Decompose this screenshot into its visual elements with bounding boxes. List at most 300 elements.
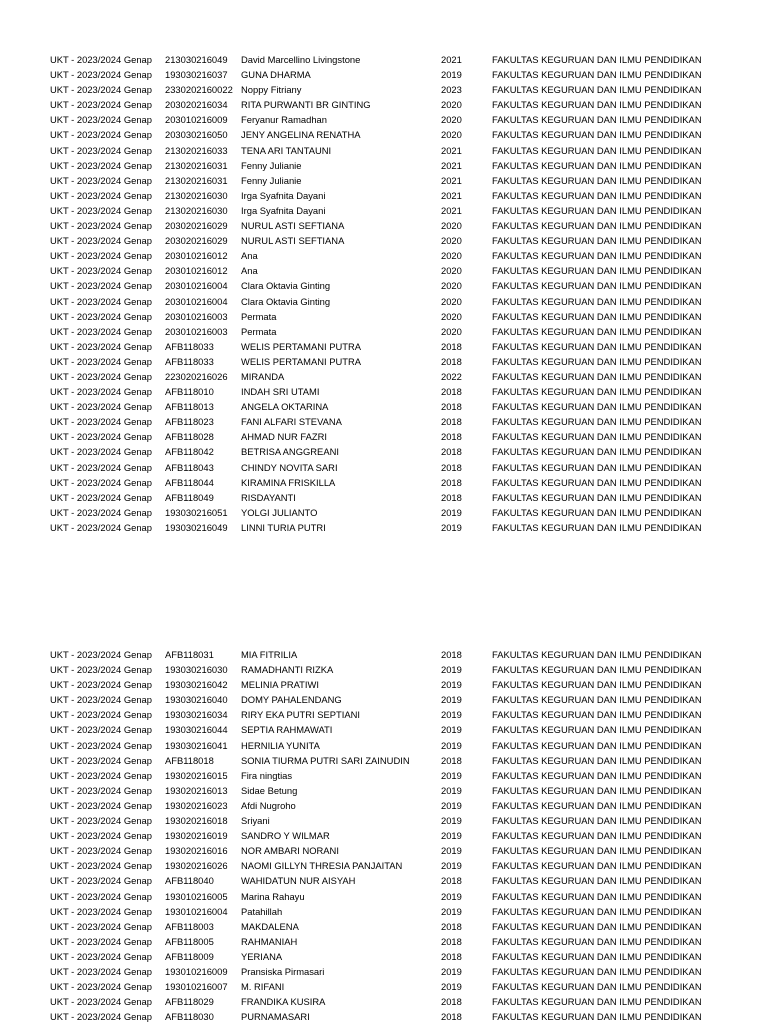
cell-year: 2020 (441, 325, 462, 337)
table-row (50, 233, 750, 248)
cell-student-id: 223020216026 (165, 370, 228, 382)
cell-year: 2022 (441, 370, 462, 382)
table-row (50, 82, 750, 97)
cell-faculty: FAKULTAS KEGURUAN DAN ILMU PENDIDIKAN (492, 845, 702, 857)
cell-year: 2020 (441, 295, 462, 307)
table-row (50, 263, 750, 278)
cell-year: 2018 (441, 386, 462, 398)
cell-period: UKT - 2023/2024 Genap (50, 860, 152, 872)
cell-student-id: 203010216004 (165, 295, 228, 307)
cell-period: UKT - 2023/2024 Genap (50, 491, 152, 503)
cell-period: UKT - 2023/2024 Genap (50, 189, 152, 201)
cell-year: 2019 (441, 799, 462, 811)
cell-faculty: FAKULTAS KEGURUAN DAN ILMU PENDIDIKAN (492, 709, 702, 721)
record-table-2 (50, 647, 750, 1024)
cell-student-name: Permata (241, 310, 277, 322)
table-row (50, 52, 750, 67)
cell-student-id: 193010216009 (165, 965, 228, 977)
table-row (50, 369, 750, 384)
table-row (50, 429, 750, 444)
cell-year: 2018 (441, 649, 462, 660)
cell-student-name: Irga Syafnita Dayani (241, 204, 326, 216)
cell-period: UKT - 2023/2024 Genap (50, 144, 152, 156)
cell-faculty: FAKULTAS KEGURUAN DAN ILMU PENDIDIKAN (492, 664, 702, 676)
table-row (50, 707, 750, 722)
table-row (50, 873, 750, 888)
cell-year: 2019 (441, 769, 462, 781)
table-row (50, 112, 750, 127)
table-row (50, 173, 750, 188)
cell-faculty: FAKULTAS KEGURUAN DAN ILMU PENDIDIKAN (492, 521, 702, 533)
cell-year: 2021 (441, 174, 462, 186)
cell-student-name: MAKDALENA (241, 920, 299, 932)
table-row (50, 798, 750, 813)
cell-student-id: AFB118033 (165, 340, 214, 352)
cell-faculty: FAKULTAS KEGURUAN DAN ILMU PENDIDIKAN (492, 54, 702, 65)
cell-period: UKT - 2023/2024 Genap (50, 370, 152, 382)
cell-faculty: FAKULTAS KEGURUAN DAN ILMU PENDIDIKAN (492, 815, 702, 827)
cell-period: UKT - 2023/2024 Genap (50, 220, 152, 232)
cell-year: 2021 (441, 144, 462, 156)
cell-student-id: 213020216031 (165, 174, 228, 186)
cell-period: UKT - 2023/2024 Genap (50, 114, 152, 126)
cell-faculty: FAKULTAS KEGURUAN DAN ILMU PENDIDIKAN (492, 724, 702, 736)
cell-period: UKT - 2023/2024 Genap (50, 174, 152, 186)
cell-faculty: FAKULTAS KEGURUAN DAN ILMU PENDIDIKAN (492, 174, 702, 186)
cell-period: UKT - 2023/2024 Genap (50, 84, 152, 96)
cell-faculty: FAKULTAS KEGURUAN DAN ILMU PENDIDIKAN (492, 679, 702, 691)
cell-period: UKT - 2023/2024 Genap (50, 996, 152, 1008)
table-row (50, 203, 750, 218)
cell-student-name: RAHMANIAH (241, 935, 298, 947)
cell-period: UKT - 2023/2024 Genap (50, 295, 152, 307)
cell-period: UKT - 2023/2024 Genap (50, 664, 152, 676)
cell-faculty: FAKULTAS KEGURUAN DAN ILMU PENDIDIKAN (492, 235, 702, 247)
cell-student-id: 193030216040 (165, 694, 228, 706)
cell-year: 2019 (441, 739, 462, 751)
cell-student-id: AFB118023 (165, 416, 214, 428)
table-row (50, 339, 750, 354)
cell-student-id: 203010216004 (165, 280, 228, 292)
table-row (50, 843, 750, 858)
cell-student-id: 193020216023 (165, 799, 228, 811)
cell-faculty: FAKULTAS KEGURUAN DAN ILMU PENDIDIKAN (492, 694, 702, 706)
table-row (50, 414, 750, 429)
cell-student-name: Marina Rahayu (241, 890, 305, 902)
table-row (50, 858, 750, 873)
cell-student-id: AFB118049 (165, 491, 214, 503)
cell-faculty: FAKULTAS KEGURUAN DAN ILMU PENDIDIKAN (492, 416, 702, 428)
cell-period: UKT - 2023/2024 Genap (50, 54, 152, 65)
table-row (50, 67, 750, 82)
cell-period: UKT - 2023/2024 Genap (50, 325, 152, 337)
cell-student-id: 213020216030 (165, 189, 228, 201)
cell-faculty: FAKULTAS KEGURUAN DAN ILMU PENDIDIKAN (492, 189, 702, 201)
cell-student-name: MIA FITRILIA (241, 649, 298, 660)
table-row (50, 904, 750, 919)
cell-period: UKT - 2023/2024 Genap (50, 280, 152, 292)
cell-year: 2021 (441, 159, 462, 171)
table-row (50, 309, 750, 324)
cell-faculty: FAKULTAS KEGURUAN DAN ILMU PENDIDIKAN (492, 799, 702, 811)
cell-student-name: RITA PURWANTI BR GINTING (241, 99, 371, 111)
table-row (50, 889, 750, 904)
cell-student-name: TENA ARI TANTAUNI (241, 144, 332, 156)
cell-year: 2018 (441, 416, 462, 428)
cell-period: UKT - 2023/2024 Genap (50, 250, 152, 262)
table-row (50, 505, 750, 520)
cell-faculty: FAKULTAS KEGURUAN DAN ILMU PENDIDIKAN (492, 905, 702, 917)
cell-period: UKT - 2023/2024 Genap (50, 890, 152, 902)
cell-student-name: FANI ALFARI STEVANA (241, 416, 342, 428)
cell-student-id: AFB118040 (165, 875, 214, 887)
cell-student-name: SONIA TIURMA PUTRI SARI ZAINUDIN (241, 754, 410, 766)
cell-period: UKT - 2023/2024 Genap (50, 769, 152, 781)
table-row (50, 294, 750, 309)
cell-faculty: FAKULTAS KEGURUAN DAN ILMU PENDIDIKAN (492, 890, 702, 902)
cell-period: UKT - 2023/2024 Genap (50, 905, 152, 917)
cell-student-id: 193030216030 (165, 664, 228, 676)
cell-student-name: NOR AMBARI NORANI (241, 845, 339, 857)
cell-student-name: RIRY EKA PUTRI SEPTIANI (241, 709, 360, 721)
cell-student-id: 193030216034 (165, 709, 228, 721)
cell-student-id: 193030216041 (165, 739, 228, 751)
cell-year: 2019 (441, 506, 462, 518)
cell-student-id: 193010216005 (165, 890, 228, 902)
cell-student-name: Permata (241, 325, 277, 337)
cell-year: 2020 (441, 220, 462, 232)
cell-student-name: Noppy Fitriany (241, 84, 302, 96)
cell-student-name: WAHIDATUN NUR AISYAH (241, 875, 356, 887)
cell-faculty: FAKULTAS KEGURUAN DAN ILMU PENDIDIKAN (492, 491, 702, 503)
table-row (50, 520, 750, 535)
cell-period: UKT - 2023/2024 Genap (50, 340, 152, 352)
cell-faculty: FAKULTAS KEGURUAN DAN ILMU PENDIDIKAN (492, 476, 702, 488)
table-row (50, 738, 750, 753)
cell-student-id: 213020216030 (165, 204, 228, 216)
table-row (50, 692, 750, 707)
cell-student-id: AFB118043 (165, 461, 214, 473)
cell-faculty: FAKULTAS KEGURUAN DAN ILMU PENDIDIKAN (492, 875, 702, 887)
cell-year: 2019 (441, 694, 462, 706)
cell-student-id: 203010216003 (165, 325, 228, 337)
cell-faculty: FAKULTAS KEGURUAN DAN ILMU PENDIDIKAN (492, 446, 702, 458)
cell-student-name: NURUL ASTI SEFTIANA (241, 220, 345, 232)
cell-student-id: 193010216007 (165, 981, 228, 993)
cell-student-id: 193030216037 (165, 69, 228, 81)
cell-year: 2018 (441, 935, 462, 947)
cell-period: UKT - 2023/2024 Genap (50, 235, 152, 247)
cell-student-id: 203030216050 (165, 129, 228, 141)
cell-faculty: FAKULTAS KEGURUAN DAN ILMU PENDIDIKAN (492, 769, 702, 781)
cell-student-id: 203010216009 (165, 114, 228, 126)
cell-student-id: 193030216049 (165, 521, 228, 533)
table-row (50, 384, 750, 399)
cell-faculty: FAKULTAS KEGURUAN DAN ILMU PENDIDIKAN (492, 370, 702, 382)
cell-student-id: 2330202160022 (165, 84, 233, 96)
table-row (50, 783, 750, 798)
cell-year: 2019 (441, 815, 462, 827)
cell-faculty: FAKULTAS KEGURUAN DAN ILMU PENDIDIKAN (492, 295, 702, 307)
table-row (50, 188, 750, 203)
table-row (50, 127, 750, 142)
cell-period: UKT - 2023/2024 Genap (50, 739, 152, 751)
table-row (50, 994, 750, 1009)
cell-student-id: 193020216013 (165, 784, 228, 796)
cell-faculty: FAKULTAS KEGURUAN DAN ILMU PENDIDIKAN (492, 386, 702, 398)
table-row (50, 753, 750, 768)
table-row (50, 324, 750, 339)
cell-student-id: AFB118042 (165, 446, 214, 458)
cell-period: UKT - 2023/2024 Genap (50, 355, 152, 367)
table-row (50, 1009, 750, 1024)
cell-year: 2023 (441, 84, 462, 96)
cell-period: UKT - 2023/2024 Genap (50, 265, 152, 277)
cell-student-name: Irga Syafnita Dayani (241, 189, 326, 201)
cell-student-name: FRANDIKA KUSIRA (241, 996, 326, 1008)
cell-student-name: GUNA DHARMA (241, 69, 311, 81)
cell-student-id: AFB118005 (165, 935, 214, 947)
cell-year: 2019 (441, 521, 462, 533)
cell-faculty: FAKULTAS KEGURUAN DAN ILMU PENDIDIKAN (492, 265, 702, 277)
table-row (50, 278, 750, 293)
cell-faculty: FAKULTAS KEGURUAN DAN ILMU PENDIDIKAN (492, 1011, 702, 1023)
cell-faculty: FAKULTAS KEGURUAN DAN ILMU PENDIDIKAN (492, 920, 702, 932)
cell-student-id: AFB118018 (165, 754, 214, 766)
table-row (50, 919, 750, 934)
cell-year: 2021 (441, 189, 462, 201)
cell-student-name: SANDRO Y WILMAR (241, 830, 330, 842)
cell-student-name: KIRAMINA FRISKILLA (241, 476, 336, 488)
cell-faculty: FAKULTAS KEGURUAN DAN ILMU PENDIDIKAN (492, 506, 702, 518)
cell-year: 2019 (441, 965, 462, 977)
cell-student-id: 203010216012 (165, 265, 228, 277)
cell-year: 2018 (441, 446, 462, 458)
cell-student-id: AFB118033 (165, 355, 214, 367)
cell-year: 2018 (441, 996, 462, 1008)
cell-year: 2018 (441, 461, 462, 473)
cell-faculty: FAKULTAS KEGURUAN DAN ILMU PENDIDIKAN (492, 401, 702, 413)
cell-student-name: Patahillah (241, 905, 283, 917)
cell-period: UKT - 2023/2024 Genap (50, 709, 152, 721)
cell-period: UKT - 2023/2024 Genap (50, 310, 152, 322)
cell-faculty: FAKULTAS KEGURUAN DAN ILMU PENDIDIKAN (492, 461, 702, 473)
cell-year: 2020 (441, 265, 462, 277)
cell-year: 2018 (441, 950, 462, 962)
cell-faculty: FAKULTAS KEGURUAN DAN ILMU PENDIDIKAN (492, 144, 702, 156)
table-row (50, 813, 750, 828)
cell-year: 2020 (441, 99, 462, 111)
cell-student-id: 193020216016 (165, 845, 228, 857)
cell-student-name: Pransiska Pirmasari (241, 965, 325, 977)
cell-period: UKT - 2023/2024 Genap (50, 679, 152, 691)
cell-year: 2020 (441, 114, 462, 126)
cell-period: UKT - 2023/2024 Genap (50, 649, 152, 660)
table-row (50, 399, 750, 414)
cell-period: UKT - 2023/2024 Genap (50, 784, 152, 796)
cell-year: 2019 (441, 890, 462, 902)
cell-student-id: AFB118028 (165, 431, 214, 443)
cell-year: 2018 (441, 476, 462, 488)
cell-student-name: Fenny Julianie (241, 159, 302, 171)
cell-period: UKT - 2023/2024 Genap (50, 830, 152, 842)
cell-student-id: AFB118044 (165, 476, 214, 488)
table-row (50, 722, 750, 737)
cell-faculty: FAKULTAS KEGURUAN DAN ILMU PENDIDIKAN (492, 280, 702, 292)
cell-year: 2021 (441, 204, 462, 216)
cell-faculty: FAKULTAS KEGURUAN DAN ILMU PENDIDIKAN (492, 649, 702, 660)
cell-period: UKT - 2023/2024 Genap (50, 935, 152, 947)
record-table-1 (50, 52, 750, 535)
cell-period: UKT - 2023/2024 Genap (50, 386, 152, 398)
cell-year: 2018 (441, 340, 462, 352)
cell-faculty: FAKULTAS KEGURUAN DAN ILMU PENDIDIKAN (492, 84, 702, 96)
cell-student-name: JENY ANGELINA RENATHA (241, 129, 361, 141)
cell-student-id: 193020216015 (165, 769, 228, 781)
cell-period: UKT - 2023/2024 Genap (50, 694, 152, 706)
cell-year: 2018 (441, 920, 462, 932)
cell-year: 2018 (441, 431, 462, 443)
cell-year: 2018 (441, 1011, 462, 1023)
table-row (50, 964, 750, 979)
cell-faculty: FAKULTAS KEGURUAN DAN ILMU PENDIDIKAN (492, 996, 702, 1008)
cell-faculty: FAKULTAS KEGURUAN DAN ILMU PENDIDIKAN (492, 114, 702, 126)
cell-period: UKT - 2023/2024 Genap (50, 506, 152, 518)
cell-faculty: FAKULTAS KEGURUAN DAN ILMU PENDIDIKAN (492, 325, 702, 337)
cell-student-name: Sriyani (241, 815, 270, 827)
cell-student-id: 203010216003 (165, 310, 228, 322)
cell-period: UKT - 2023/2024 Genap (50, 129, 152, 141)
cell-year: 2020 (441, 235, 462, 247)
cell-faculty: FAKULTAS KEGURUAN DAN ILMU PENDIDIKAN (492, 950, 702, 962)
cell-year: 2019 (441, 709, 462, 721)
cell-student-name: LINNI TURIA PUTRI (241, 521, 326, 533)
cell-period: UKT - 2023/2024 Genap (50, 521, 152, 533)
table-row (50, 828, 750, 843)
cell-faculty: FAKULTAS KEGURUAN DAN ILMU PENDIDIKAN (492, 739, 702, 751)
table-row (50, 490, 750, 505)
cell-period: UKT - 2023/2024 Genap (50, 461, 152, 473)
cell-student-name: WELIS PERTAMANI PUTRA (241, 355, 361, 367)
cell-faculty: FAKULTAS KEGURUAN DAN ILMU PENDIDIKAN (492, 981, 702, 993)
cell-student-id: 213020216033 (165, 144, 228, 156)
table-row (50, 460, 750, 475)
cell-period: UKT - 2023/2024 Genap (50, 446, 152, 458)
cell-student-name: NAOMI GILLYN THRESIA PANJAITAN (241, 860, 403, 872)
cell-period: UKT - 2023/2024 Genap (50, 799, 152, 811)
cell-student-name: YERIANA (241, 950, 283, 962)
cell-faculty: FAKULTAS KEGURUAN DAN ILMU PENDIDIKAN (492, 204, 702, 216)
cell-period: UKT - 2023/2024 Genap (50, 431, 152, 443)
cell-student-name: ANGELA OKTARINA (241, 401, 329, 413)
cell-student-name: Clara Oktavia Ginting (241, 280, 331, 292)
cell-student-name: NURUL ASTI SEFTIANA (241, 235, 345, 247)
cell-faculty: FAKULTAS KEGURUAN DAN ILMU PENDIDIKAN (492, 965, 702, 977)
cell-faculty: FAKULTAS KEGURUAN DAN ILMU PENDIDIKAN (492, 830, 702, 842)
cell-student-name: BETRISA ANGGREANI (241, 446, 339, 458)
cell-student-id: 193030216042 (165, 679, 228, 691)
cell-year: 2019 (441, 724, 462, 736)
cell-student-name: Ana (241, 265, 258, 277)
table-row (50, 949, 750, 964)
cell-student-name: AHMAD NUR FAZRI (241, 431, 327, 443)
cell-year: 2019 (441, 664, 462, 676)
cell-student-id: AFB118003 (165, 920, 214, 932)
cell-year: 2019 (441, 845, 462, 857)
cell-student-name: Feryanur Ramadhan (241, 114, 327, 126)
cell-period: UKT - 2023/2024 Genap (50, 724, 152, 736)
cell-year: 2018 (441, 491, 462, 503)
cell-year: 2020 (441, 310, 462, 322)
cell-student-id: 213030216049 (165, 54, 228, 65)
cell-period: UKT - 2023/2024 Genap (50, 401, 152, 413)
cell-student-name: Clara Oktavia Ginting (241, 295, 331, 307)
cell-student-name: M. RIFANI (241, 981, 285, 993)
cell-student-name: MELINIA PRATIWI (241, 679, 319, 691)
cell-faculty: FAKULTAS KEGURUAN DAN ILMU PENDIDIKAN (492, 355, 702, 367)
table-row (50, 97, 750, 112)
cell-period: UKT - 2023/2024 Genap (50, 965, 152, 977)
cell-period: UKT - 2023/2024 Genap (50, 159, 152, 171)
cell-faculty: FAKULTAS KEGURUAN DAN ILMU PENDIDIKAN (492, 220, 702, 232)
cell-period: UKT - 2023/2024 Genap (50, 875, 152, 887)
cell-student-name: YOLGI JULIANTO (241, 506, 318, 518)
cell-student-name: PURNAMASARI (241, 1011, 310, 1023)
cell-student-id: 193030216044 (165, 724, 228, 736)
cell-year: 2018 (441, 355, 462, 367)
cell-faculty: FAKULTAS KEGURUAN DAN ILMU PENDIDIKAN (492, 310, 702, 322)
cell-student-name: CHINDY NOVITA SARI (241, 461, 338, 473)
cell-student-name: HERNILIA YUNITA (241, 739, 320, 751)
table-row (50, 444, 750, 459)
cell-faculty: FAKULTAS KEGURUAN DAN ILMU PENDIDIKAN (492, 129, 702, 141)
cell-period: UKT - 2023/2024 Genap (50, 920, 152, 932)
cell-student-id: 193010216004 (165, 905, 228, 917)
cell-year: 2019 (441, 981, 462, 993)
cell-period: UKT - 2023/2024 Genap (50, 1011, 152, 1023)
cell-student-id: 213020216031 (165, 159, 228, 171)
cell-faculty: FAKULTAS KEGURUAN DAN ILMU PENDIDIKAN (492, 69, 702, 81)
cell-student-id: 203010216012 (165, 250, 228, 262)
cell-period: UKT - 2023/2024 Genap (50, 99, 152, 111)
cell-student-id: AFB118010 (165, 386, 214, 398)
table-row (50, 934, 750, 949)
cell-faculty: FAKULTAS KEGURUAN DAN ILMU PENDIDIKAN (492, 340, 702, 352)
cell-student-id: 193020216018 (165, 815, 228, 827)
cell-period: UKT - 2023/2024 Genap (50, 754, 152, 766)
cell-student-name: RAMADHANTI RIZKA (241, 664, 334, 676)
cell-student-id: 193020216026 (165, 860, 228, 872)
cell-period: UKT - 2023/2024 Genap (50, 204, 152, 216)
cell-year: 2019 (441, 830, 462, 842)
cell-period: UKT - 2023/2024 Genap (50, 950, 152, 962)
cell-year: 2019 (441, 784, 462, 796)
cell-student-id: AFB118029 (165, 996, 214, 1008)
cell-student-id: AFB118031 (165, 649, 214, 660)
cell-student-name: MIRANDA (241, 370, 285, 382)
cell-faculty: FAKULTAS KEGURUAN DAN ILMU PENDIDIKAN (492, 250, 702, 262)
cell-faculty: FAKULTAS KEGURUAN DAN ILMU PENDIDIKAN (492, 754, 702, 766)
cell-year: 2021 (441, 54, 462, 65)
cell-year: 2020 (441, 129, 462, 141)
cell-period: UKT - 2023/2024 Genap (50, 416, 152, 428)
cell-student-id: 203020216034 (165, 99, 228, 111)
cell-faculty: FAKULTAS KEGURUAN DAN ILMU PENDIDIKAN (492, 159, 702, 171)
cell-year: 2019 (441, 69, 462, 81)
table-row (50, 475, 750, 490)
table-row (50, 768, 750, 783)
table-row (50, 158, 750, 173)
